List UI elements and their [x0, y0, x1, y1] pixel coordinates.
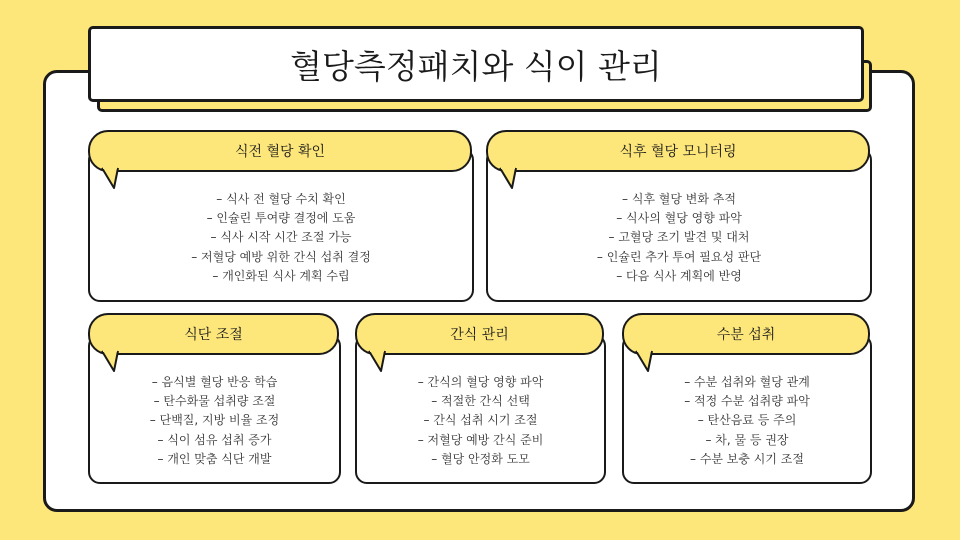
list-item: – 탄수화물 섭취량 조절 [153, 394, 276, 409]
list-item: – 수분 보충 시기 조절 [689, 451, 804, 466]
card-item-list [357, 373, 604, 469]
list-item: – 적정 수분 섭취량 파악 [684, 394, 810, 409]
list-item: – 저혈당 예방 위한 간식 섭취 결정 [191, 249, 371, 264]
card-heading: 식후 혈당 모니터링 [619, 144, 737, 160]
list-item: – 적절한 간식 선택 [431, 394, 530, 409]
list-item: – 고혈당 조기 발견 및 대처 [608, 230, 750, 245]
list-item: – 탄산음료 등 주의 [697, 413, 797, 428]
list-item: – 간식의 혈당 영향 파악 [417, 375, 544, 389]
list-item: – 인슐린 투여량 결정에 도움 [206, 211, 356, 226]
list-item: – 수분 섭취와 혈당 관계 [684, 375, 810, 389]
list-item: – 음식별 혈당 반응 학습 [151, 375, 278, 389]
list-item: – 인슐린 추가 투여 필요성 판단 [596, 249, 762, 264]
card-heading-bubble [622, 313, 870, 355]
list-item: – 식후 혈당 변화 추적 [621, 192, 736, 206]
speech-tail-icon [634, 351, 662, 375]
list-item: – 단백질, 지방 비율 조정 [149, 413, 280, 428]
speech-tail-icon [498, 168, 526, 192]
card-heading-bubble [486, 130, 870, 172]
list-item: – 저혈당 예방 간식 준비 [417, 432, 544, 447]
page-title: 혈당측정패치와 식이 관리 [290, 46, 662, 86]
list-item: – 간식 섭취 시기 조절 [423, 413, 538, 428]
card-item-list [90, 373, 339, 469]
card-heading-bubble [88, 130, 472, 172]
list-item: – 식사 전 혈당 수치 확인 [216, 192, 346, 206]
list-item: – 혈당 안정화 도모 [431, 451, 530, 466]
card-item-list [624, 373, 870, 469]
title-box [88, 26, 864, 102]
card-heading: 수분 섭취 [716, 327, 776, 343]
speech-tail-icon [100, 168, 128, 192]
list-item: – 식사의 혈당 영향 파악 [616, 211, 742, 226]
list-item: – 개인화된 식사 계획 수립 [212, 268, 350, 283]
list-item: – 식사 시작 시간 조절 가능 [210, 230, 352, 245]
list-item: – 식이 섬유 섭취 증가 [157, 432, 272, 447]
card-heading-bubble [355, 313, 604, 355]
card-item-list [90, 190, 472, 286]
list-item: – 개인 맞춤 식단 개발 [157, 451, 272, 466]
card-heading: 식단 조절 [184, 327, 243, 343]
speech-tail-icon [100, 351, 128, 375]
speech-tail-icon [367, 351, 395, 375]
list-item: – 차, 물 등 권장 [705, 432, 789, 447]
card-heading: 간식 관리 [450, 327, 509, 343]
card-heading-bubble [88, 313, 339, 355]
card-item-list [488, 190, 870, 286]
list-item: – 다음 식사 계획에 반영 [616, 268, 742, 283]
card-heading: 식전 혈당 확인 [234, 144, 326, 160]
